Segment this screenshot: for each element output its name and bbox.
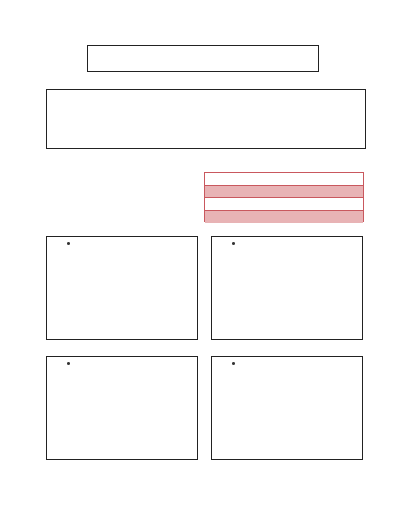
particulars-of-merchandise-card [211, 236, 363, 340]
floral-border-left [4, 4, 22, 524]
weight-of-merchandise-label [212, 361, 362, 367]
quantity-of-merchandise-label [47, 361, 197, 367]
quantity-of-merchandise-card [46, 356, 198, 460]
weight-of-merchandise-card [211, 356, 363, 460]
description-of-merchandise-card [46, 236, 198, 340]
floral-border-bottom [4, 506, 404, 524]
invoice-info-box [46, 89, 366, 149]
address-field[interactable] [205, 186, 363, 199]
shipment-details-right [204, 172, 364, 222]
description-of-merchandise-label [47, 241, 197, 247]
floral-border-top [4, 4, 404, 22]
file-numbers-field[interactable] [205, 173, 363, 186]
bullet-icon [67, 362, 70, 365]
location-field[interactable] [46, 172, 206, 186]
transport-information-field[interactable] [46, 200, 206, 214]
bullet-icon [67, 242, 70, 245]
shipment-details-left [46, 172, 206, 228]
bullet-icon [232, 242, 235, 245]
title-box [87, 45, 319, 72]
floral-border-right [386, 4, 404, 524]
country-of-origin-field[interactable] [205, 211, 363, 224]
bullet-icon [232, 362, 235, 365]
invoice-information-field[interactable] [46, 214, 206, 228]
particulars-of-merchandise-label [212, 241, 362, 247]
shipping-number-field[interactable] [205, 198, 363, 211]
consignee-field[interactable] [46, 186, 206, 200]
